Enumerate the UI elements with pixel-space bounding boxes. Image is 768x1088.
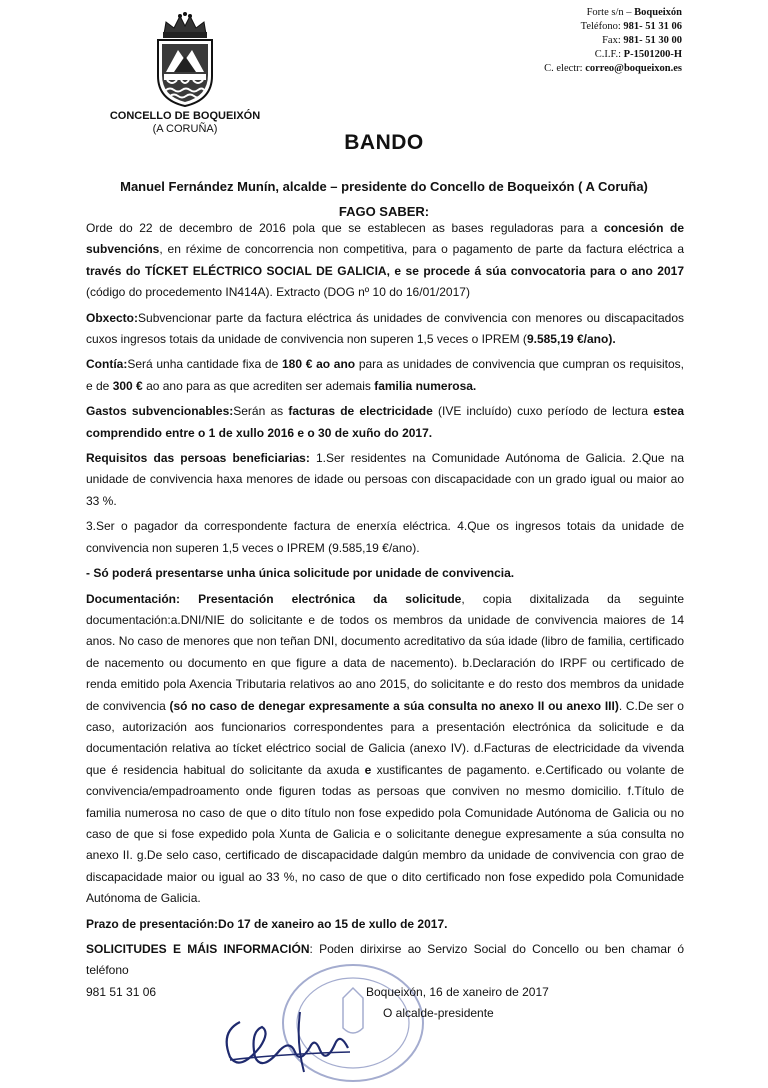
contact-cif: C.I.F.: P-1501200-H: [594, 49, 682, 60]
council-name: CONCELLO DE BOQUEIXÓN: [109, 110, 261, 122]
contact-block: [544, 6, 682, 76]
contia-paragraph: Contía:Será unha cantidade fixa de 180 € ao ano para as unidades de convivencia que cumpran os requisitos, e de 300 € ao ano para as que acrediten ser ademais familia numerosa.: [86, 357, 684, 393]
intro-paragraph: Orde do 22 de decembro de 2016 pola que se establecen as bases reguladoras para a concesión de subvencións, en réxime de concorrencia non competitiva, para o pagamento de parte da factura eléctrica a través do TÍCKET ELÉCTRICO SOCIAL DE GALICIA, e se procede á súa convocatoria para o ano 2017 (código do procedemento IN414A). Extracto (DOG nº 10 do 16/01/2017): [86, 221, 685, 300]
signature-role: O alcalde-presidente: [383, 1006, 494, 1020]
contact-email: C. electr: correo@boqueixon.es: [544, 63, 682, 74]
contact-phone: Teléfono: 981- 51 31 06: [580, 21, 682, 32]
gastos-paragraph: Gastos subvencionables:Serán as facturas de electricidade (IVE incluído) cuxo período de lectura estea comprendido entre o 1 de xullo 2016 e o 30 de xuño do 2017.: [86, 404, 684, 440]
handwritten-signature: [200, 1002, 380, 1082]
requisitos-paragraph-2: 3.Ser o pagador da correspondente factura de enerxía eléctrica. 4.Que os ingresos totais da unidade de convivencia non superen 1,5 veces o IPREM (9.585,19 €/ano).: [86, 519, 684, 555]
contact-fax: Fax: 981- 51 30 00: [602, 35, 682, 46]
council-header: [100, 12, 270, 137]
mayor-line: Manuel Fernández Munín, alcalde – presidente do Concello de Boqueixón ( A Coruña): [120, 179, 648, 194]
contact-address: Forte s/n – Boqueixón: [586, 7, 682, 18]
obxecto-paragraph: Obxecto:Subvencionar parte da factura eléctrica ás unidades de convivencia con menores ou discapacitados cuxos ingresos totais da unidade de convivencia non superen 1,5 veces o IPREM (9.585,19 €/ano).: [86, 310, 684, 347]
requisitos-paragraph: Requisitos das persoas beneficiarias: 1.Ser residentes na Comunidade Autónoma de Galicia. 2.Que na unidade de convivencia haxa menores de idade ou persoas con discapacidade con un grado igual ou maior ao 33 %.: [86, 451, 684, 508]
prazo-paragraph: Prazo de presentación:Do 17 de xaneiro ao 15 de xullo de 2017.: [86, 916, 448, 931]
document-title: BANDO: [344, 131, 424, 154]
phone-number: 981 51 31 06: [86, 985, 157, 999]
solicitudes-paragraph: SOLICITUDES E MÁIS INFORMACIÓN: Poden dirixirse ao Servizo Social do Concello ou ben chamar ó teléfono: [86, 942, 685, 978]
council-province: (A CORUÑA): [152, 123, 218, 135]
fago-saber-heading: FAGO SABER:: [338, 204, 430, 219]
unica-solicitude-notice: - Só poderá presentarse unha única solicitude por unidade de convivencia.: [86, 566, 515, 581]
document-body: [86, 218, 684, 986]
coat-of-arms-logo: [152, 12, 218, 108]
documentacion-paragraph: Documentación: Presentación electrónica da solicitude, copia dixitalizada da seguinte documentación:a.DNI/NIE do solicitante e de todos os membros da unidade de convivencia maiores de 14 anos. No caso de menores que non teñan DNI, documento acreditativo da súa idade (libro de familia, certificado de nacemento ou documento en que figure a data de nacemento). b.Declaración do IRPF ou certificado de renda emitido pola Axencia Tributaria relativos ao ano 2015, do solicitante e do resto dos membros da unidade de convivencia (só no caso de denegar expresamente a súa consulta no anexo II ou anexo III). C.De ser o caso, autorización aos funcionarios correspondentes para a presentación electrónica da solicitude e da documentación relativa ao tícket eléctrico social de Galicia (anexo IV). d.Facturas de electricidade da vivenda que é residencia habitual do solicitante da axuda e xustificantes de pagamento. e.Certificado ou volante de convivencia/empadroamento onde figuren todas as persoas que conviven no mesmo domicilio. f.Título de familia numerosa no caso de que o dito título non fose expedido pola Comunidade Autónoma de Galicia ou no caso de que si fose expedido pola Xunta de Galicia e o solicitante denegue expresamente a súa consulta no anexo II. g.De selo caso, certificado de discapacidade dalgún membro da unidade de convivencia con grao de discapacidade maior ou igual ao 33 %, no caso de que o dito certificado non fose expedido pola Comunidade Autónoma de Galicia.: [86, 591, 684, 906]
signature-place-date: Boqueixón, 16 de xaneiro de 2017: [366, 985, 549, 999]
